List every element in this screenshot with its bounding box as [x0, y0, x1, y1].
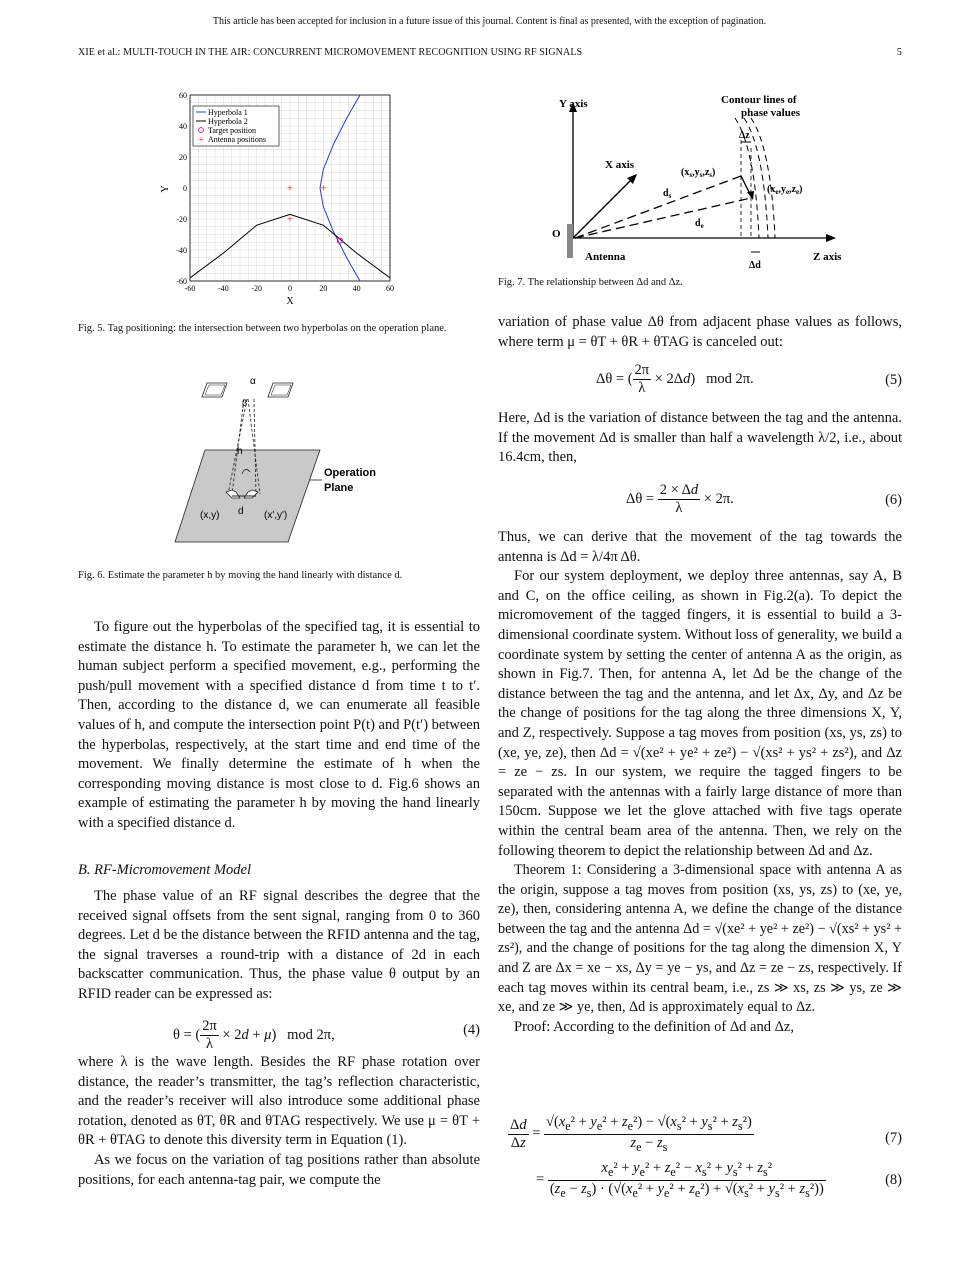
fig7-de: $d_e$ — [695, 218, 704, 230]
fig7-z-axis: Z axis — [813, 251, 842, 263]
para-phase-variation: variation of phase value Δθ from adjacent phase values as follows, where term μ = θT + θR + θTAG is canceled out: — [498, 314, 902, 350]
x-tick-label: 60 — [386, 284, 394, 293]
para-half-wavelength: Here, Δd is the variation of distance between the tag and the antenna. If the movement Δd is smaller than half a wavelength λ/2, i.e., about 16.4cm, then, — [498, 410, 902, 466]
label-h: h — [237, 446, 243, 457]
equation-7-number: (7) — [885, 1130, 902, 1146]
fig7-caption: Fig. 7. The relationship between Δd and Δz. — [498, 277, 683, 288]
equation-5: Δθ = ( $\frac{2\pi}{\lambda}$ × 2Δd) mod 2π. (5) — [596, 362, 902, 396]
svg-text:+: + — [198, 134, 204, 145]
right-column — [498, 313, 902, 352]
fig5-chart — [160, 88, 405, 310]
acceptance-notice: This article has been accepted for inclusion in a future issue of this journal. Content is final as presented, with the exception of pagination. — [212, 16, 767, 27]
x-tick-label: 20 — [319, 284, 328, 293]
para-variation: As we focus on the variation of tag positions rather than absolute positions, for each antenna-tag pair, we compute the — [78, 1151, 480, 1188]
antenna-right-icon — [268, 383, 293, 397]
fig7-start: $(x_s,y_s,z_s)$ — [681, 167, 716, 179]
equation-4: θ = ( $\frac{2\pi}{\lambda}$ × 2d + μ) mod 2π, (4) — [173, 1018, 480, 1052]
equation-7: $\frac{\Delta d}{\Delta z}$ = $\frac{√(x_e^2 + y_e^2 + z_e^2) - √(x_s^2 + y_s^2 + z_s^2)}{z_e - z_s}$ (7) — [510, 1114, 902, 1154]
x-tick-label: 0 — [288, 284, 292, 293]
running-header — [78, 47, 902, 58]
fig7-ds: $d_s$ — [663, 188, 672, 200]
x-tick-label: 40 — [352, 284, 361, 293]
para-derive: Thus, we can derive that the movement of the tag towards the antenna is Δd = λ/4π Δθ. — [498, 529, 902, 565]
para-wavelength: where λ is the wave length. Besides the RF phase rotation over distance, the reader’s transmitter, the tag’s reflection characteristic, and the reader’s receiver will also introduce some additional phase rotation, denoted as θT, θR and θTAG respectively. We use μ = θT + θR + θTAG to denote this diversity term in Equation (1). — [78, 1054, 480, 1149]
equation-8-number: (8) — [885, 1172, 902, 1188]
antenna-icon — [567, 224, 573, 258]
label-operation-plane-1: Operation — [324, 467, 376, 479]
fig6-caption: Fig. 6. Estimate the parameter h by moving the hand linearly with distance d. — [78, 570, 403, 581]
fig6-illustration — [170, 370, 400, 550]
label-alpha: α — [250, 376, 256, 387]
fig5-caption: Fig. 5. Tag positioning: the intersection between two hyperbolas on the operation plane. — [78, 323, 447, 334]
equation-5-number: (5) — [885, 372, 902, 388]
equation-4-number: (4) — [463, 1022, 480, 1038]
fig7-contour-1: Contour lines of — [721, 94, 797, 106]
y-tick-label: -40 — [176, 246, 187, 255]
fig7-dd: Δd — [749, 260, 761, 270]
y-tick-label: -20 — [176, 215, 187, 224]
right-column-2 — [498, 409, 902, 468]
legend-hyperbola-2: Hyperbola 2 — [208, 117, 248, 126]
right-column-3 — [498, 528, 902, 1037]
antenna-position-marker: + — [287, 183, 293, 195]
fig7-diagram — [545, 88, 865, 270]
fig7-dz: Δz — [739, 130, 750, 141]
y-tick-label: 0 — [183, 184, 187, 193]
antenna-left-icon — [202, 383, 227, 397]
legend-hyperbola-1: Hyperbola 1 — [208, 108, 248, 117]
fig5-ylabel: Y — [160, 185, 171, 193]
para-deployment: For our system deployment, we deploy three antennas, say A, B and C, on the office ceiling, as shown in Fig.2(a). To depict the micromovement of the tagged fingers, it is essential to build a 3-dimensional coordinate system. Without loss of generality, we build a coordinate system by setting the center of antenna A as the origin, as shown in Fig.7. Then, for antenna A, let Δd be the change of the distance between the tag and the antenna, and let Δx, Δy, and Δz be the change of positions for the tag along the three dimensions X, Y, and Z, respectively. Suppose a tag moves from position (xs, ys, zs) to (xe, ye, ze), then Δd = √(xe² + ye² + ze²) − √(xs² + ys² + zs²), and Δz = ze − zs. In our system, we require the tagged fingers to be separated with the antennas with a fairly large distance of more than 150cm. Suppose we let the glove attached with five tags operate within the central beam area of the antenna. Then, we rely on the following theorem to depict the relationship between Δd and Δz. — [498, 568, 902, 859]
equation-6: Δθ = $\frac{2 \times \Delta d}{\lambda}$ × 2π. (6) — [626, 482, 902, 516]
y-tick-label: 60 — [179, 91, 187, 100]
fig7-contour-2: phase values — [741, 107, 800, 119]
antenna-position-marker: + — [287, 214, 293, 226]
para-hyperbola-estimation: To figure out the hyperbolas of the specified tag, it is essential to estimate the distance h. To estimate the parameter h, we can let the human subject perform a specified movement, e.g., performing the push/pull movement with a specified distance d from time t to t′. Then, according to the distance d, we can enumerate all feasible values of h, and compute the intersection point P(t) and P(t′) between the hyperbolas, respectively, at the start time and end time of the movement. We finally determine the estimate of h when the corresponding moving distance is most close to d. Fig.6 shows an example of estimating the parameter h by moving the hand linearly with a specified distance d. — [78, 619, 480, 831]
left-column — [78, 618, 480, 834]
y-tick-label: 40 — [179, 122, 187, 131]
fig5-legend — [193, 106, 279, 146]
para-phase-value: The phase value of an RF signal describes the degree that the received signal offsets from the sent signal, ranging from 0 to 360 degrees. Let d be the distance between the RFID antenna and the tag, the signal traverses a round-trip with a distance of 2d in each backscatter communication. Thus, the phase value θ output by an RFID reader can be expressed as: — [78, 888, 480, 1002]
equation-6-number: (6) — [885, 492, 902, 508]
left-column-2 — [78, 887, 480, 1005]
fig7-x-axis: X axis — [605, 159, 635, 171]
x-tick-label: -20 — [251, 284, 263, 293]
para-theorem: Theorem 1: Considering a 3-dimensional space with antenna A as the origin, suppose a tag moves from position (xs, ys, zs) to (xe, ye, ze), then, considering antenna A, we define the change of the distance between the tag and the antenna Δd = √(xe² + ye² + ze²) − √(xs² + ys² + zs²), and the change of positions for the tag along the dimension X, Y and Z are Δx = xe − xs, Δy = ye − ys, and Δz = ze − zs, respectively. If each tag moves within its central beam, i.e., zs ≫ xs, zs ≫ ys, ze ≫ xe, and ze ≫ ye, then, Δd is approximately equal to Δz. — [498, 862, 903, 1016]
fig7-end: $(x_e,y_e,z_e)$ — [767, 184, 803, 196]
legend-target: Target position — [208, 126, 256, 135]
y-tick-label: 20 — [179, 153, 187, 162]
label-d: d — [238, 506, 244, 517]
x-tick-label: -40 — [217, 284, 229, 293]
page-number: 5 — [896, 47, 902, 58]
fig7-origin: O — [552, 228, 561, 240]
label-xy: (x,y) — [200, 510, 220, 521]
left-column-3 — [78, 1053, 480, 1190]
para-proof: Proof: According to the definition of Δd and Δz, — [514, 1018, 794, 1035]
equation-8: = $\frac{x_e^2 + y_e^2 + z_e^2 - x_s^2 + y_s^2 + z_s^2}{(z_e - z_s) \cdot (√(x_e^2 + y_e^2 + z_e^2) + √(x_s^2 + y_s^2 + z_s^2))}$ (8) — [536, 1160, 902, 1200]
fig7-antenna: Antenna — [585, 251, 626, 263]
label-operation-plane-2: Plane — [324, 482, 354, 494]
x-tick-label: -60 — [184, 284, 196, 293]
antenna-position-marker: + — [320, 183, 327, 195]
fig7-y-axis: Y axis — [559, 98, 588, 110]
y-tick-label: -60 — [176, 277, 187, 286]
label-xy-prime: (x',y') — [264, 510, 288, 521]
fig5-xlabel: X — [286, 296, 294, 307]
running-title: XIE et al.: MULTI-TOUCH IN THE AIR: CONCURRENT MICROMOVEMENT RECOGNITION USING RF SIGNALS — [78, 47, 583, 58]
section-heading: B. RF-Micromovement Model — [78, 862, 251, 878]
legend-antennas: Antenna positions — [208, 135, 266, 144]
label-beta: β — [242, 398, 248, 408]
